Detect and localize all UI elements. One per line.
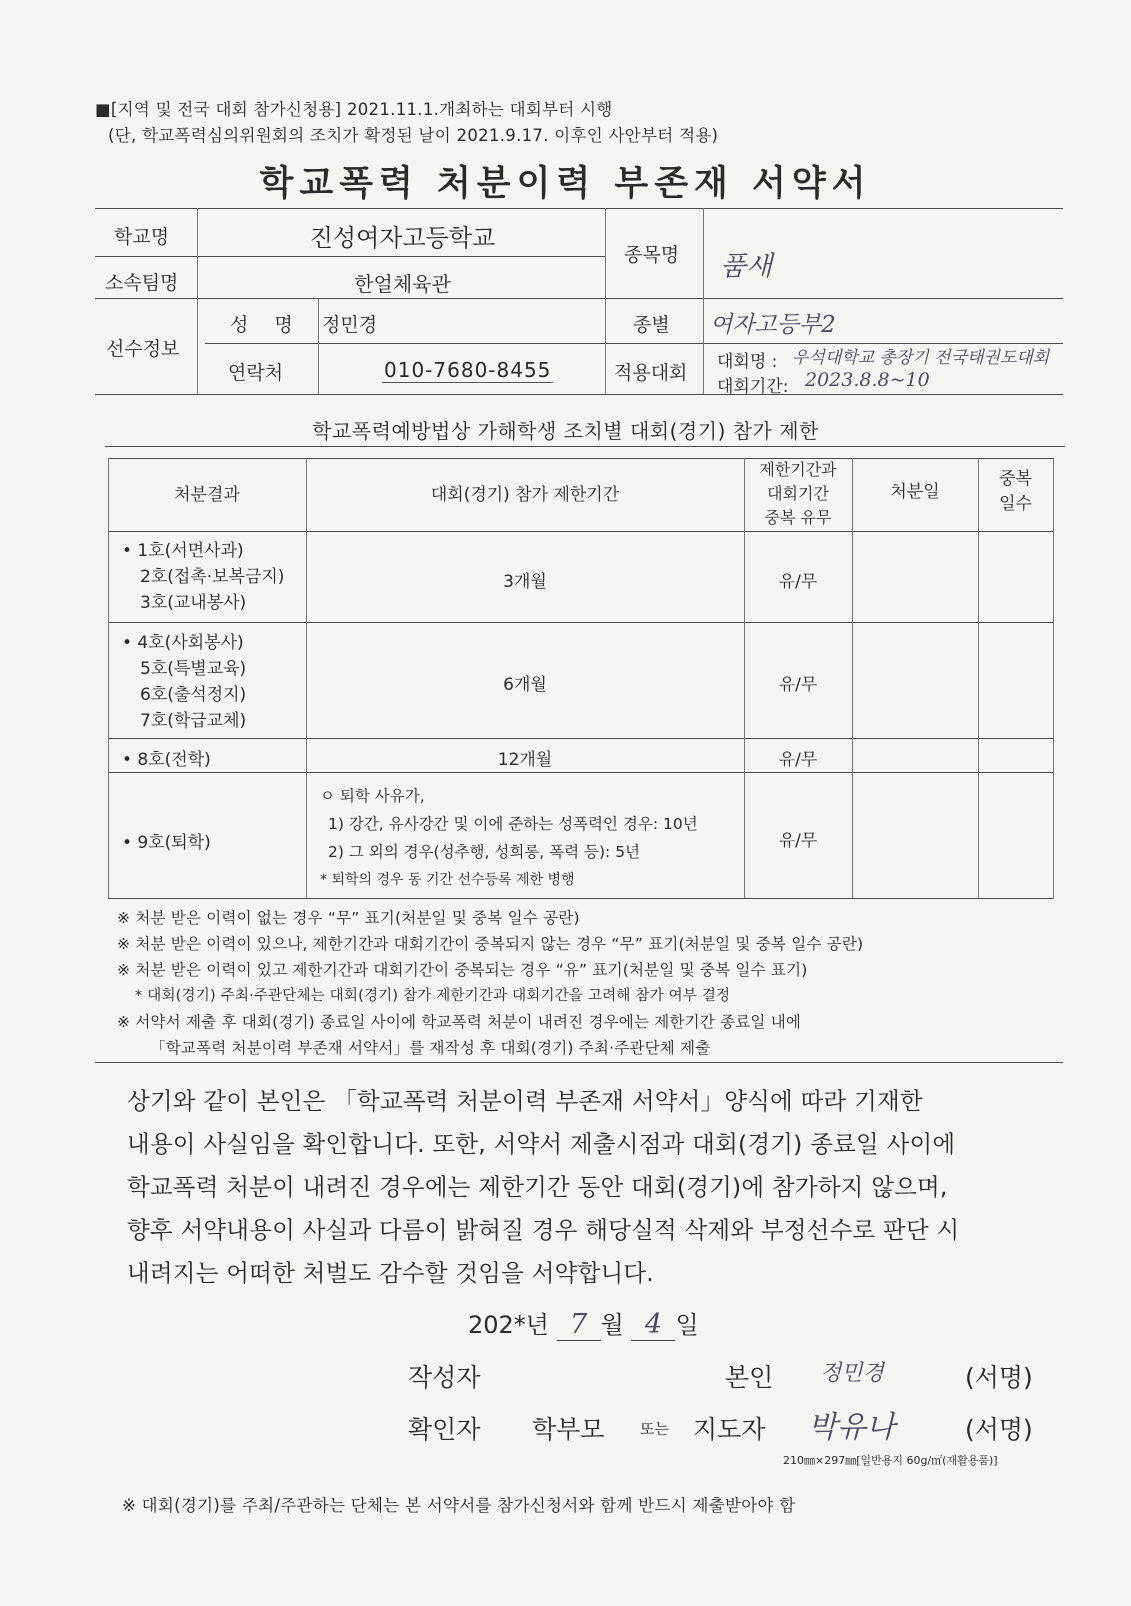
- row-3-period: 12개월: [497, 750, 553, 770]
- row-3-results: • 8호(전학): [122, 750, 211, 770]
- header-days: 중복 일수: [999, 469, 1032, 514]
- team-label: 소속팀명: [105, 272, 179, 294]
- coach-label: 지도자: [693, 1415, 766, 1444]
- self-signature: 정민경: [820, 1361, 884, 1386]
- competition-name-value: 우석대학교 총장기 전국태권도대회: [792, 348, 1050, 368]
- competition-period-value: 2023.8.8~10: [805, 369, 930, 391]
- contact-value: 010-7680-8455: [384, 358, 552, 382]
- header-result: 처분결과: [174, 485, 240, 505]
- note-5: ※ 서약서 제출 후 대회(경기) 종료일 사이에 학교폭력 처분이 내려진 경우에는 제한기간 종료일 내에: [117, 1013, 802, 1031]
- header-date: 처분일: [890, 482, 940, 502]
- note-2: ※ 처분 받은 이력이 있으나, 제한기간과 대회기간이 중복되지 않는 경우 “무” 표기(처분일 및 중복 일수 공란): [117, 935, 864, 953]
- writer-label: 작성자: [408, 1363, 481, 1392]
- note-1: ※ 처분 받은 이력이 없는 경우 “무” 표기(처분일 및 중복 일수 공란): [117, 909, 580, 927]
- event-value: 품새: [720, 251, 773, 282]
- row-1-results: • 1호(서면사과) 2호(접촉·보복금지) 3호(교내봉사): [122, 541, 285, 613]
- pledge-line-5: 내려지는 어떠한 처벌도 감수할 것임을 서약합니다.: [127, 1259, 654, 1287]
- row-2-period: 6개월: [503, 675, 547, 695]
- pledge-line-2: 내용이 사실임을 확인합니다. 또한, 서약서 제출시점과 대회(경기) 종료일 사이에: [127, 1130, 956, 1158]
- self-sign-mark: (서명): [965, 1363, 1033, 1392]
- pledge-line-1: 상기와 같이 본인은 「학교폭력 처분이력 부존재 서약서」양식에 따라 기재한: [127, 1087, 923, 1115]
- restriction-title: 학교폭력예방법상 가해학생 조치별 대회(경기) 참가 제한: [312, 419, 819, 443]
- pledge-line-4: 향후 서약내용이 사실과 다름이 밝혀질 경우 해당실적 삭제와 부정선수로 판단 시: [127, 1216, 960, 1244]
- document-title: 학교폭력 처분이력 부존재 서약서: [259, 164, 872, 204]
- contact-label: 연락처: [228, 362, 284, 384]
- header-overlap: 제한기간과 대회기간 중복 유무: [759, 460, 837, 527]
- pledge-line-3: 학교폭력 처분이 내려진 경우에는 제한기간 동안 대회(경기)에 참가하지 않으며,: [127, 1173, 948, 1201]
- header-line-2: (단, 학교폭력심의위원회의 조치가 확정된 날이 2021.9.17. 이후인 사안부터 적용): [108, 126, 719, 145]
- team-value: 한얼체육관: [354, 272, 451, 296]
- note-6: 「학교폭력 처분이력 부존재 서약서」를 재작성 후 대회(경기) 주최·주관단체 제출: [150, 1039, 711, 1057]
- school-label: 학교명: [114, 226, 170, 248]
- footer-note: ※ 대회(경기)를 주최/주관하는 단체는 본 서약서를 참가신청서와 함께 반드시 제출받아야 함: [122, 1496, 796, 1515]
- row-4-period: ㅇ 퇴학 사유가, 1) 강간, 유사강간 및 이에 준하는 성폭력인 경우: 10년 2) 그 외의 경우(성추행, 성희롱, 폭력 등): 5년 * 퇴학의 경우 동 기간 선수등록 제한 병행: [320, 787, 698, 888]
- parent-label: 학부모: [532, 1415, 605, 1444]
- row-2-overlap: 유/무: [778, 675, 818, 695]
- name-label: 성 명: [230, 314, 303, 336]
- competition-name-label: 대회명 :: [717, 352, 778, 372]
- athlete-info-label: 선수정보: [106, 338, 180, 360]
- coach-signature: 박유나: [808, 1410, 895, 1445]
- coach-sign-mark: (서명): [965, 1415, 1033, 1444]
- confirmer-label: 확인자: [408, 1415, 481, 1444]
- event-label: 종목명: [624, 244, 680, 266]
- name-value: 정민경: [322, 314, 378, 336]
- header-line-1: ■[지역 및 전국 대회 참가신청용] 2021.11.1.개최하는 대회부터 시행: [95, 100, 613, 119]
- applied-competition-label: 적용대회: [614, 362, 688, 384]
- header-period: 대회(경기) 참가 제한기간: [430, 485, 620, 505]
- row-1-period: 3개월: [503, 572, 547, 592]
- row-1-overlap: 유/무: [778, 572, 818, 592]
- self-label: 본인: [725, 1363, 774, 1392]
- note-3: ※ 처분 받은 이력이 있고 제한기간과 대회기간이 중복되는 경우 “유” 표기(처분일 및 중복 일수 표기): [117, 961, 808, 979]
- signed-date: 202*년 7 월 4 일: [468, 1309, 699, 1340]
- division-label: 종별: [633, 314, 670, 336]
- row-4-overlap: 유/무: [778, 831, 818, 851]
- school-value: 진성여자고등학교: [309, 224, 496, 252]
- division-value: 여자고등부2: [710, 312, 836, 338]
- row-2-results: • 4호(사회봉사) 5호(특별교육) 6호(출석정지) 7호(학급교체): [122, 633, 247, 731]
- row-4-results: • 9호(퇴학): [122, 833, 211, 853]
- note-4: * 대회(경기) 주최·주관단체는 대회(경기) 참가 제한기간과 대회기간을 고려해 참가 여부 결정: [135, 988, 731, 1004]
- or-label: 또는: [640, 1420, 669, 1438]
- competition-period-label: 대회기간:: [717, 377, 789, 397]
- row-3-overlap: 유/무: [778, 750, 818, 770]
- paper-spec: 210㎜×297㎜[일반용지 60g/㎡(재활용품)]: [783, 1454, 998, 1467]
